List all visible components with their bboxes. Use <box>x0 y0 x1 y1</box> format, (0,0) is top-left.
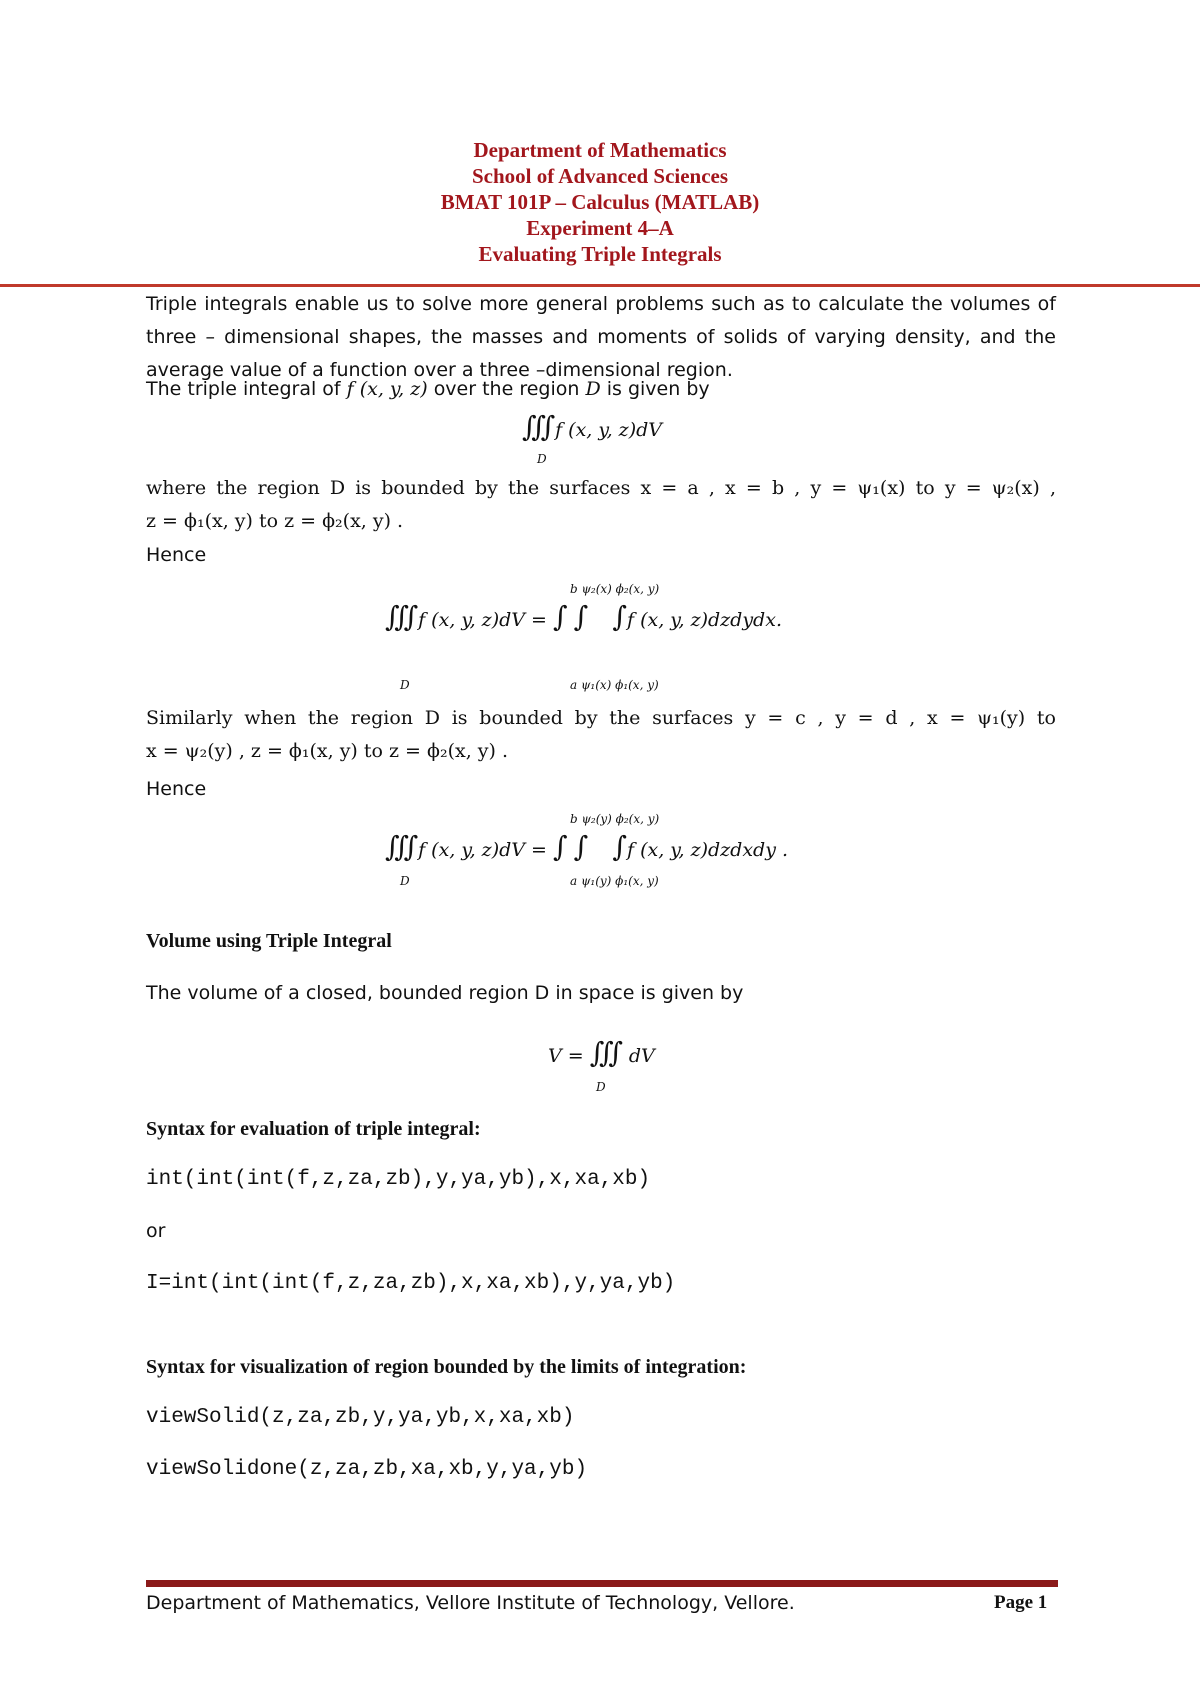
eq2-upper-limits: b ψ₂(x) ϕ₂(x, y) <box>570 582 660 596</box>
footer-institution: Department of Mathematics, Vellore Institute of Technology, Vellore. <box>146 1592 795 1614</box>
experiment-number: Experiment 4–A <box>526 216 674 240</box>
triple-integral-definition: The triple integral of f (x, y, z) over the region D is given by <box>146 378 710 400</box>
or-label: or <box>146 1220 166 1242</box>
hence-label-1: Hence <box>146 544 207 566</box>
volume-description: The volume of a closed, bounded region D in space is given by <box>146 982 744 1004</box>
page-number: Page 1 <box>994 1592 1048 1613</box>
eq3-region-subscript: D <box>400 874 410 888</box>
equation-iterated-dzdxdy: ∭f (x, y, z)dV = ∫ ∫ ∫f (x, y, z)dzdxdy . <box>385 830 789 863</box>
syntax-visualization-heading: Syntax for visualization of region bounded by the limits of integration: <box>146 1356 747 1378</box>
volume-heading: Volume using Triple Integral <box>146 930 392 952</box>
eq3-lower-limits: a ψ₁(y) ϕ₁(x, y) <box>570 874 659 888</box>
course-title: BMAT 101P – Calculus (MATLAB) <box>440 190 760 214</box>
footer-divider <box>146 1580 1058 1587</box>
experiment-title: Evaluating Triple Integrals <box>478 242 722 266</box>
volume-region-subscript: D <box>596 1080 606 1094</box>
department-title: Department of Mathematics <box>473 138 727 162</box>
hence-label-2: Hence <box>146 778 207 800</box>
syntax-evaluation-heading: Syntax for evaluation of triple integral: <box>146 1118 481 1140</box>
code-triple-integral-1: int(int(int(f,z,za,zb),y,ya,yb),x,xa,xb) <box>146 1168 651 1191</box>
code-viewsolid: viewSolid(z,za,zb,y,ya,yb,x,xa,xb) <box>146 1406 575 1429</box>
intro-paragraph: Triple integrals enable us to solve more general problems such as to calculate the volumes of three – dimensional shapes, the masses and moments of solids of varying density, and the average value of a function over a three –dimensional region. <box>146 293 1056 381</box>
equation-triple-integral: ∭f (x, y, z)dV <box>522 410 662 443</box>
code-viewsolidone: viewSolidone(z,za,zb,xa,xb,y,ya,yb) <box>146 1458 588 1481</box>
eq3-upper-limits: b ψ₂(y) ϕ₂(x, y) <box>570 812 660 826</box>
code-triple-integral-2: I=int(int(int(f,z,za,zb),x,xa,xb),y,ya,yb) <box>146 1272 676 1295</box>
school-title: School of Advanced Sciences <box>471 164 729 188</box>
region-description-2: Similarly when the region D is bounded by the surfaces y = c , y = d , x = ψ₁(y) to x = ψ₂(y) , z = ϕ₁(x, y) to z = ϕ₂(x, y) . <box>146 707 1056 762</box>
equation-iterated-dzdydx: ∭f (x, y, z)dV = ∫ ∫ ∫f (x, y, z)dzdydx. <box>385 600 782 633</box>
region-subscript: D <box>537 452 547 466</box>
header-divider <box>0 284 1200 287</box>
triple-integral-symbol: ∭ <box>522 410 556 443</box>
eq2-lower-limits: a ψ₁(x) ϕ₁(x, y) <box>570 678 659 692</box>
volume-equation: V = ∭ dV <box>548 1036 655 1069</box>
region-description-1: where the region D is bounded by the surfaces x = a , x = b , y = ψ₁(x) to y = ψ₂(x) , z = ϕ₁(x, y) to z = ϕ₂(x, y) . <box>146 477 1056 532</box>
eq2-region-subscript: D <box>400 678 410 692</box>
